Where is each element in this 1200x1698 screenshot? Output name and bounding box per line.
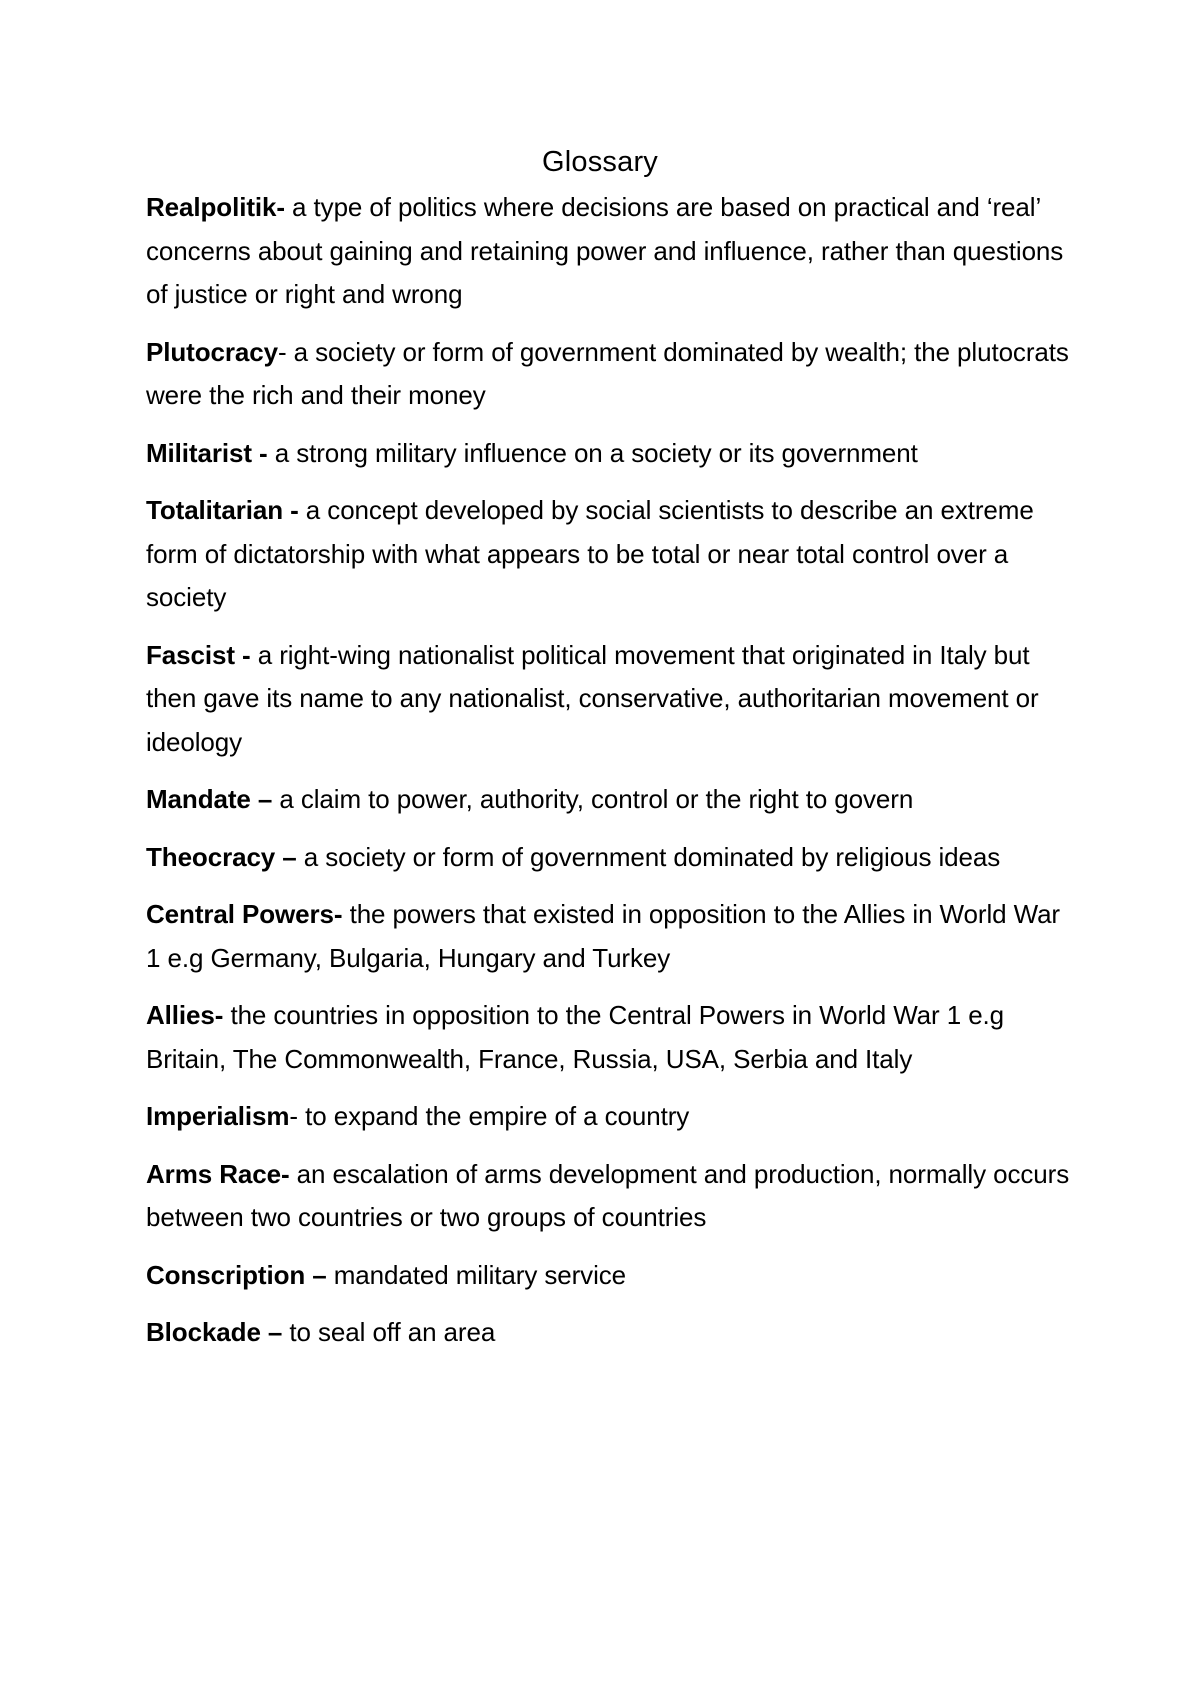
glossary-definition: a claim to power, authority, control or the right to govern bbox=[272, 784, 914, 814]
glossary-definition: an escalation of arms development and production, normally occurs between two countries or two groups of countries bbox=[146, 1158, 1070, 1232]
glossary-entry-fascist bbox=[146, 634, 1076, 765]
glossary-entry-totalitarian bbox=[146, 489, 1076, 620]
glossary-definition: a right-wing nationalist political movement that originated in Italy but then gave its name to any nationalist, conservative, authoritarian movement or ideology bbox=[146, 639, 1039, 757]
glossary-term: Plutocracy bbox=[146, 336, 278, 367]
glossary-term: Mandate – bbox=[146, 784, 273, 814]
glossary-term: Conscription – bbox=[146, 1259, 327, 1290]
page-title: Glossary bbox=[541, 146, 658, 178]
glossary-term: Central Powers- bbox=[146, 899, 343, 929]
glossary-term: Theocracy – bbox=[146, 841, 297, 872]
glossary-entry-militarist bbox=[146, 432, 1076, 476]
glossary-definition: a society or form of government dominated by religious ideas bbox=[296, 841, 1001, 872]
glossary-term: Militarist - bbox=[146, 437, 268, 468]
glossary-entry-mandate bbox=[146, 778, 1076, 822]
glossary-term: Allies- bbox=[146, 1000, 224, 1030]
glossary-entry-central-powers bbox=[146, 893, 1076, 980]
glossary-term: Totalitarian - bbox=[146, 495, 299, 525]
glossary-definition: a concept developed by social scientists to describe an extreme form of dictatorship with what appears to be total or near total control over a society bbox=[146, 495, 1034, 612]
glossary-entry-conscription bbox=[146, 1254, 1076, 1298]
glossary-definition: the powers that existed in opposition to the Allies in World War 1 e.g Germany, Bulgaria, Hungary and Turkey bbox=[146, 899, 1060, 973]
glossary-term: Arms Race- bbox=[146, 1158, 290, 1189]
glossary-definition: - to expand the empire of a country bbox=[289, 1101, 690, 1131]
glossary-definition: the countries in opposition to the Central Powers in World War 1 e.g Britain, The Commonwealth, France, Russia, USA, Serbia and Italy bbox=[146, 1000, 1005, 1074]
glossary-term: Blockade – bbox=[146, 1317, 283, 1347]
glossary-entry-allies bbox=[146, 994, 1076, 1081]
glossary-entry-imperialism bbox=[146, 1095, 1076, 1139]
glossary-definition: a strong military influence on a society or its government bbox=[267, 437, 918, 468]
glossary-definition: - a society or form of government dominated by wealth; the plutocrats were the rich and their money bbox=[146, 336, 1069, 410]
glossary-definition: a type of politics where decisions are based on practical and ‘real’ concerns about gaining and retaining power and influence, rather than questions of justice or right and wrong bbox=[146, 192, 1064, 309]
glossary-definition: to seal off an area bbox=[282, 1317, 496, 1347]
glossary-list bbox=[146, 186, 1076, 1369]
glossary-entry-realpolitik bbox=[146, 186, 1076, 317]
glossary-entry-theocracy bbox=[146, 836, 1076, 880]
glossary-term: Realpolitik- bbox=[146, 192, 285, 222]
glossary-entry-arms-race bbox=[146, 1153, 1076, 1240]
glossary-definition: mandated military service bbox=[326, 1259, 627, 1290]
glossary-entry-plutocracy bbox=[146, 331, 1076, 418]
glossary-term: Imperialism bbox=[146, 1101, 290, 1131]
glossary-entry-blockade bbox=[146, 1311, 1076, 1355]
glossary-term: Fascist - bbox=[146, 639, 251, 670]
